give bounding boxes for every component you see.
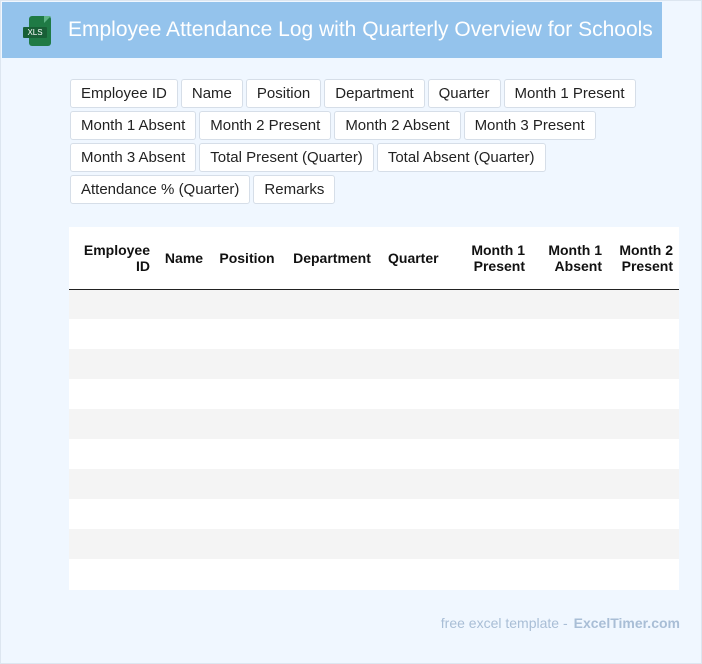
- table-cell[interactable]: [69, 409, 156, 439]
- field-chip-name[interactable]: Name: [181, 79, 243, 108]
- table-cell[interactable]: [382, 349, 448, 379]
- table-cell[interactable]: [608, 349, 679, 379]
- table-cell[interactable]: [282, 409, 382, 439]
- field-chip-total-present[interactable]: Total Present (Quarter): [199, 143, 374, 172]
- table-row: [69, 409, 679, 439]
- table-cell[interactable]: [382, 559, 448, 589]
- field-chip-attendance-percent[interactable]: Attendance % (Quarter): [70, 175, 250, 204]
- table-cell[interactable]: [69, 289, 156, 319]
- table-cell[interactable]: [282, 439, 382, 469]
- header-banner: [2, 2, 662, 58]
- column-header-name[interactable]: Name: [156, 227, 212, 289]
- table-cell[interactable]: [282, 379, 382, 409]
- xls-file-label: XLS: [23, 27, 47, 38]
- table-cell[interactable]: [448, 289, 531, 319]
- footer-brand-link[interactable]: ExcelTimer.com: [573, 615, 680, 631]
- table-cell[interactable]: [212, 349, 282, 379]
- table-cell[interactable]: [382, 409, 448, 439]
- field-chip-month-2-present[interactable]: Month 2 Present: [199, 111, 331, 140]
- table-cell[interactable]: [156, 439, 212, 469]
- footer-credit: [441, 615, 680, 631]
- table-cell[interactable]: [382, 439, 448, 469]
- page-title: Employee Attendance Log with Quarterly Overview for Schools: [68, 18, 653, 41]
- table-row: [69, 529, 679, 559]
- table-cell[interactable]: [156, 409, 212, 439]
- table-cell[interactable]: [608, 379, 679, 409]
- table-cell[interactable]: [282, 559, 382, 589]
- table-cell[interactable]: [448, 559, 531, 589]
- column-header-position[interactable]: Position: [212, 227, 282, 289]
- table-cell[interactable]: [156, 349, 212, 379]
- table-row: [69, 379, 679, 409]
- field-chip-month-3-absent[interactable]: Month 3 Absent: [70, 143, 196, 172]
- table-cell[interactable]: [212, 289, 282, 319]
- table-cell[interactable]: [282, 289, 382, 319]
- column-header-month-1-present[interactable]: Month 1 Present: [448, 227, 531, 289]
- table-cell[interactable]: [531, 469, 608, 499]
- field-chip-month-3-present[interactable]: Month 3 Present: [464, 111, 596, 140]
- table-cell[interactable]: [212, 499, 282, 529]
- table-cell[interactable]: [156, 499, 212, 529]
- table-cell[interactable]: [448, 409, 531, 439]
- table-cell[interactable]: [282, 319, 382, 349]
- table-cell[interactable]: [531, 439, 608, 469]
- table-row: [69, 439, 679, 469]
- field-chip-employee-id[interactable]: Employee ID: [70, 79, 178, 108]
- table-cell[interactable]: [212, 529, 282, 559]
- table-cell[interactable]: [531, 319, 608, 349]
- table-cell[interactable]: [382, 319, 448, 349]
- table-cell[interactable]: [212, 379, 282, 409]
- attendance-table: [69, 227, 679, 590]
- table-cell[interactable]: [212, 409, 282, 439]
- xls-file-fold: [44, 16, 51, 23]
- table-cell[interactable]: [69, 439, 156, 469]
- table-cell[interactable]: [212, 469, 282, 499]
- table-cell[interactable]: [531, 559, 608, 589]
- table-cell[interactable]: [156, 379, 212, 409]
- table-cell[interactable]: [608, 499, 679, 529]
- xls-file-icon: [23, 16, 53, 46]
- table-cell[interactable]: [69, 349, 156, 379]
- table-cell[interactable]: [69, 499, 156, 529]
- table-cell[interactable]: [69, 469, 156, 499]
- table-cell[interactable]: [531, 529, 608, 559]
- table-cell[interactable]: [156, 529, 212, 559]
- table-cell[interactable]: [608, 409, 679, 439]
- table-cell[interactable]: [69, 319, 156, 349]
- table-cell[interactable]: [531, 409, 608, 439]
- column-header-month-2-present[interactable]: Month 2 Present: [608, 227, 679, 289]
- table-cell[interactable]: [608, 529, 679, 559]
- table-cell[interactable]: [448, 379, 531, 409]
- field-chip-month-2-absent[interactable]: Month 2 Absent: [334, 111, 460, 140]
- field-chip-total-absent[interactable]: Total Absent (Quarter): [377, 143, 546, 172]
- table-cell[interactable]: [531, 379, 608, 409]
- table-cell[interactable]: [448, 529, 531, 559]
- table-row: [69, 349, 679, 379]
- table-cell[interactable]: [448, 499, 531, 529]
- column-header-quarter[interactable]: Quarter: [382, 227, 448, 289]
- table-row: [69, 289, 679, 319]
- table-cell[interactable]: [382, 469, 448, 499]
- table-cell[interactable]: [531, 289, 608, 319]
- table-cell[interactable]: [608, 439, 679, 469]
- field-chip-remarks[interactable]: Remarks: [253, 175, 335, 204]
- table-cell[interactable]: [382, 499, 448, 529]
- table-row: [69, 469, 679, 499]
- table-cell[interactable]: [282, 499, 382, 529]
- table-cell[interactable]: [212, 319, 282, 349]
- field-chip-list: [70, 79, 650, 204]
- table-cell[interactable]: [212, 559, 282, 589]
- table-cell[interactable]: [156, 289, 212, 319]
- table-cell[interactable]: [608, 289, 679, 319]
- table-row: [69, 499, 679, 529]
- table-cell[interactable]: [382, 529, 448, 559]
- table-cell[interactable]: [448, 319, 531, 349]
- table-cell[interactable]: [282, 349, 382, 379]
- table-row: [69, 559, 679, 589]
- footer-text: free excel template -: [440, 615, 568, 631]
- table-cell[interactable]: [448, 469, 531, 499]
- field-chip-month-1-absent[interactable]: Month 1 Absent: [70, 111, 196, 140]
- field-chip-quarter[interactable]: Quarter: [428, 79, 501, 108]
- table-cell[interactable]: [156, 469, 212, 499]
- field-chip-position[interactable]: Position: [246, 79, 321, 108]
- table-cell[interactable]: [608, 469, 679, 499]
- column-header-department[interactable]: Department: [282, 227, 382, 289]
- table-cell[interactable]: [382, 289, 448, 319]
- table-cell[interactable]: [448, 439, 531, 469]
- table-cell[interactable]: [608, 559, 679, 589]
- table-cell[interactable]: [156, 319, 212, 349]
- field-chip-department[interactable]: Department: [324, 79, 424, 108]
- table-cell[interactable]: [382, 379, 448, 409]
- table-cell[interactable]: [282, 469, 382, 499]
- table-cell[interactable]: [608, 319, 679, 349]
- column-header-month-1-absent[interactable]: Month 1 Absent: [531, 227, 608, 289]
- table-cell[interactable]: [531, 349, 608, 379]
- table-cell[interactable]: [69, 559, 156, 589]
- table-header-row: [69, 227, 679, 289]
- table-cell[interactable]: [69, 379, 156, 409]
- table-cell[interactable]: [531, 499, 608, 529]
- table-cell[interactable]: [69, 529, 156, 559]
- column-header-employee-id[interactable]: Employee ID: [69, 227, 156, 289]
- table-cell[interactable]: [156, 559, 212, 589]
- table-cell[interactable]: [282, 529, 382, 559]
- table-cell[interactable]: [448, 349, 531, 379]
- table-cell[interactable]: [212, 439, 282, 469]
- field-chip-month-1-present[interactable]: Month 1 Present: [504, 79, 636, 108]
- table-row: [69, 319, 679, 349]
